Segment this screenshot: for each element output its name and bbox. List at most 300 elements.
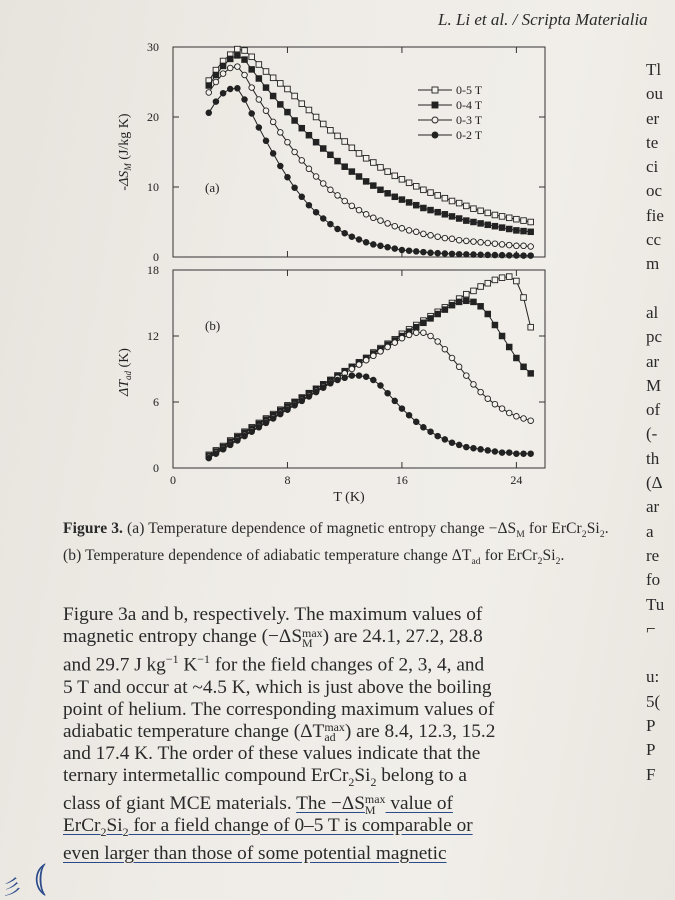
data-point [514, 414, 520, 420]
data-point [428, 429, 434, 435]
series-line [209, 67, 531, 247]
data-point [442, 195, 448, 201]
data-point [363, 240, 369, 246]
data-point [242, 57, 248, 63]
data-point [263, 138, 269, 144]
body-line [63, 721, 623, 743]
data-point [514, 243, 520, 249]
data-point [442, 235, 448, 241]
data-point [270, 93, 276, 99]
data-point [385, 169, 391, 175]
data-point [521, 364, 527, 370]
sub: ad [324, 730, 336, 745]
data-point [514, 278, 520, 284]
x-axis-label: T (K) [333, 490, 365, 505]
data-point [492, 401, 498, 407]
text: even larger than those of some potential magnetic [63, 843, 447, 865]
data-point [242, 72, 248, 78]
y-label-main: ΔT [117, 379, 132, 396]
data-point [485, 448, 491, 454]
data-point [356, 174, 362, 180]
body-line [63, 743, 623, 765]
data-point [285, 109, 291, 115]
data-point [435, 433, 441, 439]
data-point [442, 346, 448, 352]
text: ) are 24.1, 27.2, 28.8 [322, 626, 483, 648]
text: belong to a [376, 765, 467, 787]
data-point [499, 406, 505, 412]
data-point [442, 307, 448, 313]
data-point [471, 239, 477, 245]
data-point [249, 85, 255, 91]
column-fragment: ar [646, 497, 660, 517]
data-point [385, 221, 391, 227]
data-point [413, 249, 419, 255]
data-point [392, 173, 398, 179]
data-point [378, 383, 384, 389]
data-point [413, 330, 419, 336]
data-point [432, 117, 438, 123]
data-point [220, 63, 226, 69]
data-point [499, 252, 505, 258]
legend-entry: 0-2 T [456, 128, 483, 142]
y-tick-label: 18 [147, 263, 159, 277]
data-point [413, 324, 419, 330]
data-point [485, 311, 491, 317]
text: magnetic entropy change (−ΔS [63, 626, 303, 648]
data-point [235, 46, 241, 52]
data-point [428, 207, 434, 213]
caption-sub: 2 [581, 529, 587, 541]
data-point [292, 185, 298, 191]
data-point [478, 389, 484, 395]
data-point [399, 247, 405, 253]
data-point [413, 184, 419, 190]
text: Si [106, 815, 123, 837]
data-point [421, 330, 427, 336]
legend-entry: 0-5 T [456, 83, 483, 97]
y-tick-label: 20 [147, 110, 159, 124]
sub: M [364, 802, 376, 817]
data-point [506, 344, 512, 350]
data-point [471, 288, 477, 294]
data-point [428, 333, 434, 339]
data-point [363, 179, 369, 185]
data-point [528, 371, 534, 377]
y-tick-label: 0 [153, 250, 159, 264]
data-point [421, 320, 427, 326]
data-point [299, 398, 305, 404]
data-point [392, 246, 398, 252]
data-point [378, 218, 384, 224]
data-point [435, 311, 441, 317]
column-fragment: ci [646, 157, 659, 177]
panel-label: (b) [205, 318, 221, 333]
data-point [249, 111, 255, 117]
data-point [392, 194, 398, 200]
data-point [432, 102, 438, 108]
data-point [299, 158, 305, 164]
text: K [178, 654, 198, 676]
data-point [471, 445, 477, 451]
data-point [256, 425, 262, 431]
column-fragment: u: [646, 667, 660, 687]
data-point [464, 238, 470, 244]
data-point [499, 450, 505, 456]
data-point [492, 252, 498, 258]
data-point [471, 206, 477, 212]
supsub [324, 720, 345, 745]
data-point [213, 451, 219, 457]
data-point [371, 377, 377, 383]
panel-a [117, 40, 545, 264]
handwritten-bracket-mark: ⦅ [34, 856, 47, 898]
data-point [413, 229, 419, 235]
data-point [456, 364, 462, 370]
data-point [528, 418, 534, 424]
supsub [364, 792, 386, 817]
data-point [442, 251, 448, 257]
data-point [449, 198, 455, 204]
data-point [485, 240, 491, 246]
sub: 2 [370, 774, 377, 789]
data-point [320, 121, 326, 127]
sup: max [324, 720, 345, 735]
body-line [63, 648, 623, 677]
caption-text: . (b) Temperature dependence of adiabatic temperature change ΔT [63, 520, 609, 565]
series-line [209, 88, 531, 255]
data-point [521, 416, 527, 422]
text: ternary intermetallic compound ErCr [63, 765, 349, 787]
data-point [335, 193, 341, 199]
column-fragment: oc [646, 181, 663, 201]
supsub [302, 625, 323, 650]
data-point [385, 191, 391, 197]
data-point [528, 253, 534, 259]
handwritten-margin-note: 彡 [2, 877, 22, 899]
data-point [292, 93, 298, 99]
x-tick-label: 16 [395, 473, 408, 487]
data-point [349, 234, 355, 240]
series-line [209, 55, 531, 231]
data-point [235, 86, 241, 92]
data-point [371, 215, 377, 221]
running-head: L. Li et al. / Scripta Materialia [438, 10, 648, 29]
data-point [249, 429, 255, 435]
data-point [356, 207, 362, 213]
data-point [385, 244, 391, 250]
data-point [213, 79, 219, 85]
y-tick-label: 30 [147, 40, 159, 54]
column-fragment: P [646, 716, 656, 736]
y-tick-label: 12 [147, 329, 159, 343]
data-point [378, 243, 384, 249]
caption-sub: 2 [555, 556, 561, 568]
data-point [285, 174, 291, 180]
column-fragment [646, 641, 675, 665]
y-tick-label: 0 [153, 461, 159, 475]
data-point [464, 291, 470, 297]
data-point [449, 236, 455, 242]
data-point [270, 151, 276, 157]
data-point [306, 107, 312, 113]
column-fragment: (Δ [646, 473, 663, 493]
body-line [63, 677, 623, 699]
caption-text: (a) Temperature dependence of magnetic entropy change −ΔS [123, 520, 517, 537]
data-point [506, 226, 512, 232]
data-point [406, 200, 412, 206]
data-point [456, 299, 462, 305]
data-point [528, 229, 534, 235]
data-point [292, 403, 298, 409]
data-point [349, 366, 355, 372]
text: and 29.7 J kg [63, 654, 166, 676]
sup: max [302, 625, 323, 640]
data-point [464, 444, 470, 450]
data-point [514, 451, 520, 457]
data-point [428, 190, 434, 196]
data-point [363, 357, 369, 363]
data-point [320, 385, 326, 391]
y-tick-label: 6 [153, 395, 159, 409]
data-point [270, 75, 276, 81]
data-point [485, 252, 491, 258]
data-point [378, 165, 384, 171]
data-point [306, 394, 312, 400]
data-point [406, 180, 412, 186]
data-point [227, 86, 233, 92]
x-tick-label: 0 [170, 473, 176, 487]
data-point [328, 152, 334, 158]
data-point [428, 233, 434, 239]
data-point [506, 242, 512, 248]
data-point [528, 324, 534, 330]
column-fragment: F [646, 764, 656, 784]
data-point [464, 252, 470, 258]
data-point [242, 433, 248, 439]
column-fragment: (- [646, 424, 658, 444]
data-point [349, 145, 355, 151]
data-point [392, 223, 398, 229]
data-point [392, 398, 398, 404]
sub: M [302, 635, 313, 650]
sup: −1 [197, 652, 211, 667]
column-fragment: re [646, 545, 660, 565]
text: Si [354, 765, 371, 787]
data-point [471, 382, 477, 388]
column-fragment: Tu [646, 594, 665, 614]
data-point [328, 187, 334, 193]
panel-b [117, 263, 545, 505]
text: 5 T and occur at ~4.5 K, which is just above the boiling [63, 676, 492, 698]
data-point [335, 226, 341, 232]
data-point [435, 234, 441, 240]
data-point [485, 210, 491, 216]
data-point [213, 72, 219, 78]
data-point [385, 344, 391, 350]
data-point [499, 333, 505, 339]
data-point [320, 146, 326, 152]
data-point [256, 62, 262, 68]
data-point [499, 275, 505, 281]
data-point [506, 215, 512, 221]
data-point [399, 197, 405, 203]
data-point [506, 274, 512, 280]
sub: 2 [100, 824, 107, 839]
data-point [406, 228, 412, 234]
series-line [209, 333, 531, 457]
data-point [421, 249, 427, 255]
data-point [456, 237, 462, 243]
data-point [492, 449, 498, 455]
sup: max [364, 792, 386, 807]
data-point [342, 139, 348, 145]
data-point [263, 108, 269, 114]
data-point [449, 302, 455, 308]
data-point [306, 202, 312, 208]
column-fragment: cc [646, 230, 662, 250]
caption-label: Figure 3. [63, 520, 124, 537]
legend-entry: 0-3 T [456, 113, 483, 127]
data-point [432, 87, 438, 93]
caption-text: Si [586, 520, 600, 537]
column-fragment: M [646, 375, 662, 395]
data-point [356, 362, 362, 368]
data-point [492, 223, 498, 229]
data-point [413, 202, 419, 208]
column-fragment: 5( [646, 691, 661, 711]
data-point [335, 158, 341, 164]
text: ) are 8.4, 12.3, 15.2 [344, 720, 496, 742]
data-point [521, 451, 527, 457]
data-point [349, 373, 355, 379]
data-point [514, 355, 520, 361]
data-point [227, 65, 233, 71]
data-point [421, 231, 427, 237]
data-point [263, 69, 269, 75]
data-point [521, 218, 527, 224]
y-label-unit: (J/kg K) [117, 113, 132, 164]
data-point [464, 298, 470, 304]
data-point [227, 442, 233, 448]
data-point [328, 128, 334, 134]
caption-text: Si [542, 547, 556, 565]
y-label-unit: (K) [117, 348, 132, 371]
data-point [328, 221, 334, 227]
data-point [478, 447, 484, 453]
caption-text: for ErCr [480, 547, 538, 565]
text: Figure 3a and b, respectively. The maximum values of [63, 604, 483, 625]
data-point [356, 237, 362, 243]
data-point [506, 410, 512, 416]
column-fragment: of [646, 400, 661, 420]
data-point [514, 253, 520, 259]
sup: −1 [165, 652, 179, 667]
data-point [299, 194, 305, 200]
caption-sub: ad [471, 556, 481, 568]
data-point [492, 277, 498, 283]
data-point [206, 83, 212, 89]
data-point [506, 253, 512, 259]
data-point [478, 252, 484, 258]
column-fragment: P [646, 740, 656, 760]
data-point [435, 250, 441, 256]
data-point [478, 221, 484, 227]
data-point [335, 377, 341, 383]
text: adiabatic temperature change (ΔT [63, 720, 325, 742]
data-point [206, 455, 212, 461]
data-point [256, 76, 262, 82]
data-point [256, 97, 262, 103]
data-point [499, 242, 505, 248]
series-line [209, 376, 531, 459]
data-point [485, 280, 491, 286]
data-point [413, 419, 419, 425]
column-fragment: a [646, 521, 654, 541]
data-point [521, 228, 527, 234]
data-point [514, 228, 520, 234]
body-line [63, 699, 623, 721]
column-fragment: fie [646, 205, 664, 225]
data-point [456, 442, 462, 448]
data-point [449, 214, 455, 220]
data-point [528, 451, 534, 457]
data-point [478, 208, 484, 214]
data-point [428, 316, 434, 322]
data-point [278, 411, 284, 417]
data-point [278, 163, 284, 169]
body-text [63, 604, 623, 865]
data-point [206, 90, 212, 96]
data-point [449, 251, 455, 257]
data-point [435, 209, 441, 215]
data-point [435, 193, 441, 199]
body-line [63, 843, 623, 865]
data-point [278, 102, 284, 108]
x-tick-label: 8 [284, 473, 291, 487]
data-point [235, 438, 241, 444]
legend-entry: 0-4 T [456, 98, 483, 112]
data-point [399, 226, 405, 232]
data-point [485, 222, 491, 228]
data-point [421, 205, 427, 211]
data-point [456, 200, 462, 206]
data-point [456, 216, 462, 222]
column-fragment: pc [646, 327, 663, 347]
column-fragment: ⌐ [646, 618, 656, 638]
data-point [432, 132, 438, 138]
data-point [342, 198, 348, 204]
data-point [471, 219, 477, 225]
data-point [342, 164, 348, 170]
data-point [278, 81, 284, 87]
data-point [306, 132, 312, 138]
data-point [313, 389, 319, 395]
column-fragment: ou [646, 84, 663, 104]
data-point [528, 219, 534, 225]
data-point [464, 218, 470, 224]
text: point of helium. The corresponding maximum values of [63, 698, 495, 720]
column-fragment: al [646, 302, 659, 322]
data-point [471, 252, 477, 258]
data-point [356, 151, 362, 157]
data-point [292, 149, 298, 155]
data-point [299, 125, 305, 131]
data-point [392, 340, 398, 346]
y-axis-label [117, 113, 133, 191]
data-point [435, 339, 441, 345]
data-point [320, 181, 326, 187]
